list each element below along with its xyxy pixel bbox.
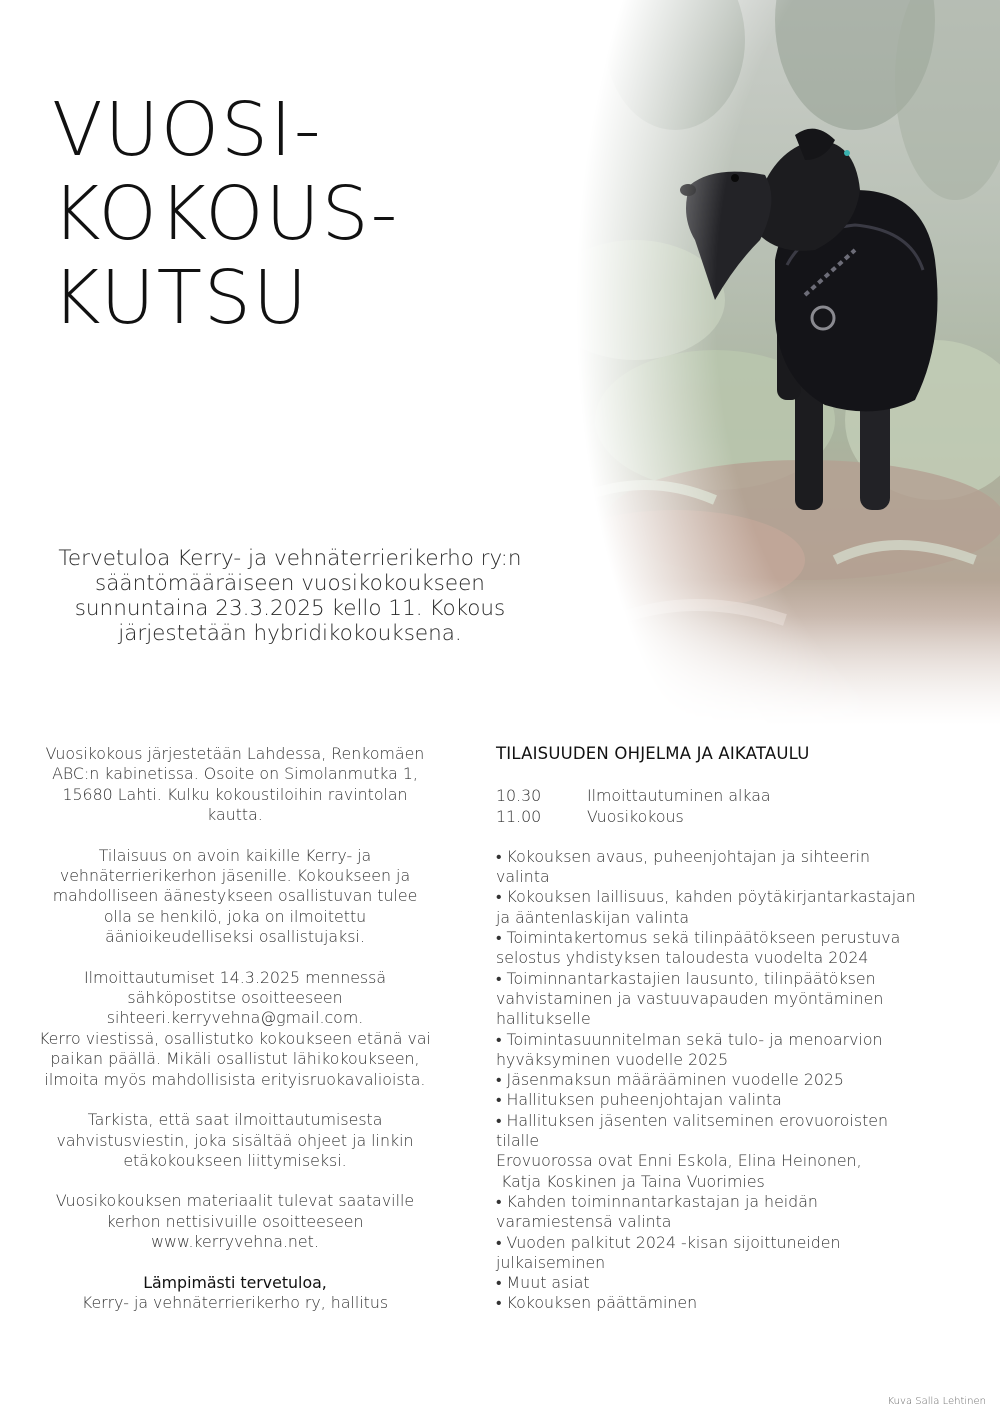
program-heading: TILAISUUDEN OHJELMA JA AIKATAULU [496,744,810,763]
agenda-line: • Toimintakertomus sekä tilinpäätökseen perustuva [496,928,901,948]
schedule-time: 10.30 [496,786,542,806]
text-line: Ilmoittautumiset 14.3.2025 mennessä [83,967,387,987]
text-line: 15680 Lahti. Kulku kokoustiloihin ravintolan [62,784,408,804]
text-line: olla se henkilö, joka on ilmoitettu [103,906,367,926]
agenda-line: vahvistaminen ja vastuuvapauden myöntäminen [496,988,884,1008]
agenda-line: • Kokouksen päättäminen [496,1293,698,1313]
text-line: mahdolliseen äänestykseen osallistuvan tulee [52,886,418,906]
agenda-line: • Kahden toiminnantarkastajan ja heidän [496,1191,818,1211]
registration-paragraph [30,968,440,1090]
text-line: kautta. [207,805,263,825]
text-line: Vuosikokous järjestetään Lahdessa, Renkomäen [45,744,425,763]
text-line: sähköpostitse osoitteeseen [127,988,343,1008]
schedule-time: 11.00 [496,806,542,826]
text-line: vehnäterrierikerhon jäsenille. Kokoukseen ja [59,866,411,886]
text-line: Tarkista, että saat ilmoittautumisesta [87,1110,383,1130]
title-line: VUOSI- [52,87,323,173]
agenda-line: valinta [496,867,550,887]
agenda-line: • Kokouksen laillisuus, kahden pöytäkirjantarkastajan [496,887,916,907]
agenda-line: tilalle [496,1131,540,1151]
intro-text [20,546,560,646]
agenda-line: • Toimintasuunnitelman sekä tulo- ja menoarvion [496,1029,883,1049]
website-link[interactable]: www.kerryvehna.net. [151,1232,319,1252]
info-column [30,744,440,1333]
schedule-label: Ilmoittautuminen alkaa [587,786,771,806]
text-line: ABC:n kabinetissa. Osoite on Simolanmutka 1, [52,764,418,784]
text-line: paikan päällä. Mikäli osallistut lähikokoukseen, [50,1049,420,1069]
text-line: kerhon nettisivuille osoitteeseen [106,1211,364,1231]
page-title [52,88,399,340]
text-line: vahvistusviestin, joka sisältää ohjeet ja linkin [56,1130,414,1150]
agenda-line: • Hallituksen jäsenten valitseminen erovuoroisten [496,1110,888,1130]
text-line: ilmoita myös mahdollisista erityisruokavalioista. [44,1069,426,1089]
agenda-line: • Vuoden palkitut 2024 -kisan sijoittuneiden [496,1232,841,1252]
agenda-line: varamiestensä valinta [496,1212,672,1232]
closing [30,1273,440,1314]
intro-line: sunnuntaina 23.3.2025 kello 11. Kokous [74,596,506,621]
agenda-line: ja ääntenlaskijan valinta [496,907,690,927]
text-line: Vuosikokouksen materiaalit tulevat saataville [55,1191,415,1211]
agenda-line: • Jäsenmaksun määrääminen vuodelle 2025 [496,1070,844,1090]
dog-photo [555,0,1000,725]
agenda-line: julkaiseminen [496,1252,606,1272]
text-line: etäkokoukseen liittymiseksi. [123,1150,347,1170]
venue-paragraph [30,744,440,826]
title-line: KOKOUS- [52,171,400,257]
materials-paragraph [30,1191,440,1252]
email-link[interactable]: sihteeri.kerryvehna@gmail.com. [106,1008,364,1028]
intro-line: järjestetään hybridikokouksena. [118,621,462,646]
greeting: Lämpimästi tervetuloa, [143,1272,327,1292]
eligibility-paragraph [30,846,440,948]
agenda-line: selostus yhdistyksen taloudesta vuodelta 2024 [496,948,869,968]
agenda-line: hyväksyminen vuodelle 2025 [496,1049,729,1069]
intro-line: Tervetuloa Kerry- ja vehnäterrierikerho ry:n [58,546,522,571]
schedule [496,786,966,827]
text-line: Kerro viestissä, osallistutko kokoukseen etänä vai [39,1028,431,1048]
agenda-line: • Kokouksen avaus, puheenjohtajan ja sihteerin [496,846,870,866]
schedule-row [496,807,966,827]
agenda-line: • Toiminnantarkastajien lausunto, tilinpäätöksen [496,968,876,988]
title-line: KUTSU [52,255,310,341]
signature: Kerry- ja vehnäterrierikerho ry, hallitus [81,1292,389,1312]
photo-credit: Kuva Salla Lehtinen [887,1396,986,1407]
agenda-line: Erovuorossa ovat Enni Eskola, Elina Heinonen, [496,1151,862,1171]
program-column [496,744,966,1314]
text-line: äänioikeudelliseksi osallistujaksi. [105,927,365,947]
text-line: Tilaisuus on avoin kaikille Kerry- ja [98,845,372,865]
agenda-line: hallitukselle [496,1009,591,1029]
schedule-label: Vuosikokous [587,806,684,826]
schedule-row [496,786,966,806]
agenda-line: • Hallituksen puheenjohtajan valinta [496,1090,782,1110]
agenda-list [496,847,966,1314]
agenda-line: • Muut asiat [496,1273,590,1293]
intro-line: sääntömääräiseen vuosikokoukseen [95,571,485,596]
agenda-line: Katja Koskinen ja Taina Vuorimies [496,1171,765,1191]
confirmation-paragraph [30,1110,440,1171]
